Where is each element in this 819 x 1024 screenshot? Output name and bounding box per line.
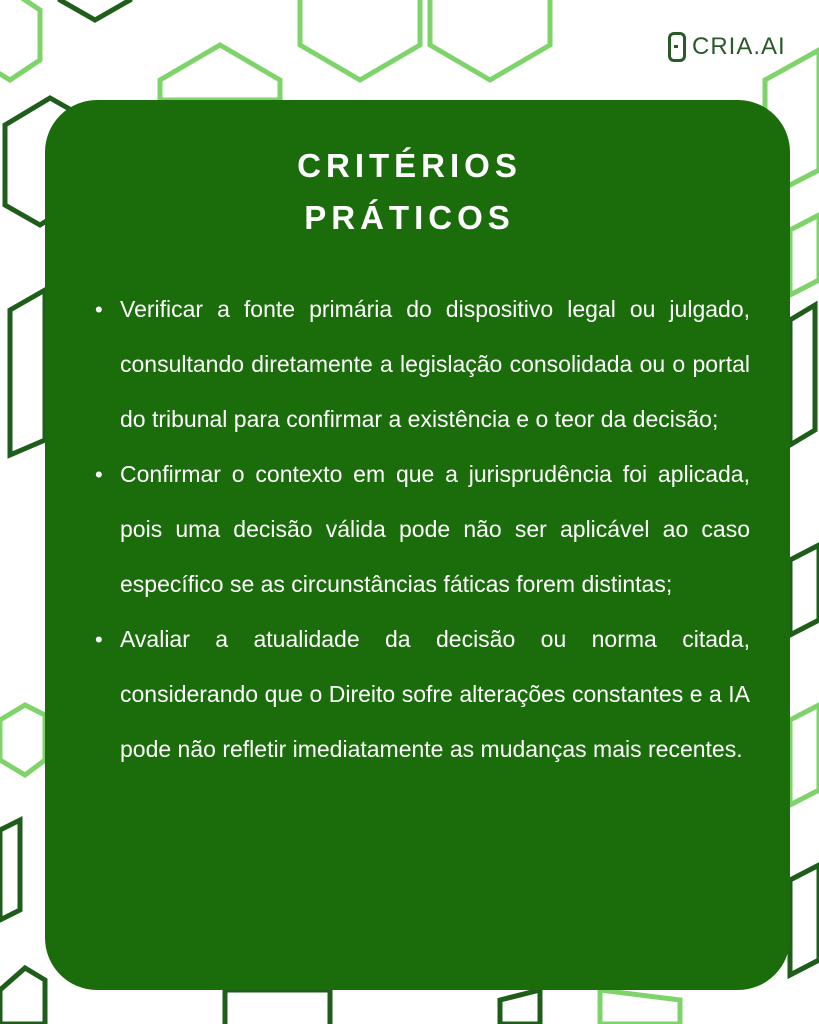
logo-icon xyxy=(668,32,686,62)
list-item-text: Avaliar a atualidade da decisão ou norma citada, considerando que o Direito sofre alterações constantes e a IA pode não refletir imediatamente as mudanças mais recentes. xyxy=(120,626,750,762)
page-title xyxy=(0,140,819,244)
criteria-list xyxy=(95,282,750,777)
list-item xyxy=(95,447,750,612)
brand-logo xyxy=(668,32,786,62)
list-item xyxy=(95,282,750,447)
brand-name: CRIA.AI xyxy=(692,33,786,60)
title-line-1: CRITÉRIOS xyxy=(297,147,522,184)
bullet-icon: • xyxy=(95,297,103,322)
title-line-2: PRÁTICOS xyxy=(304,199,515,236)
bullet-icon: • xyxy=(95,627,103,652)
list-item-text: Confirmar o contexto em que a jurisprudência foi aplicada, pois uma decisão válida pode não ser aplicável ao caso específico se as circunstâncias fáticas forem distintas; xyxy=(120,461,750,597)
list-item xyxy=(95,612,750,777)
list-item-text: Verificar a fonte primária do dispositivo legal ou julgado, consultando diretamente a legislação consolidada ou o portal do tribunal para confirmar a existência e o teor da decisão; xyxy=(120,296,750,432)
bullet-icon: • xyxy=(95,462,103,487)
